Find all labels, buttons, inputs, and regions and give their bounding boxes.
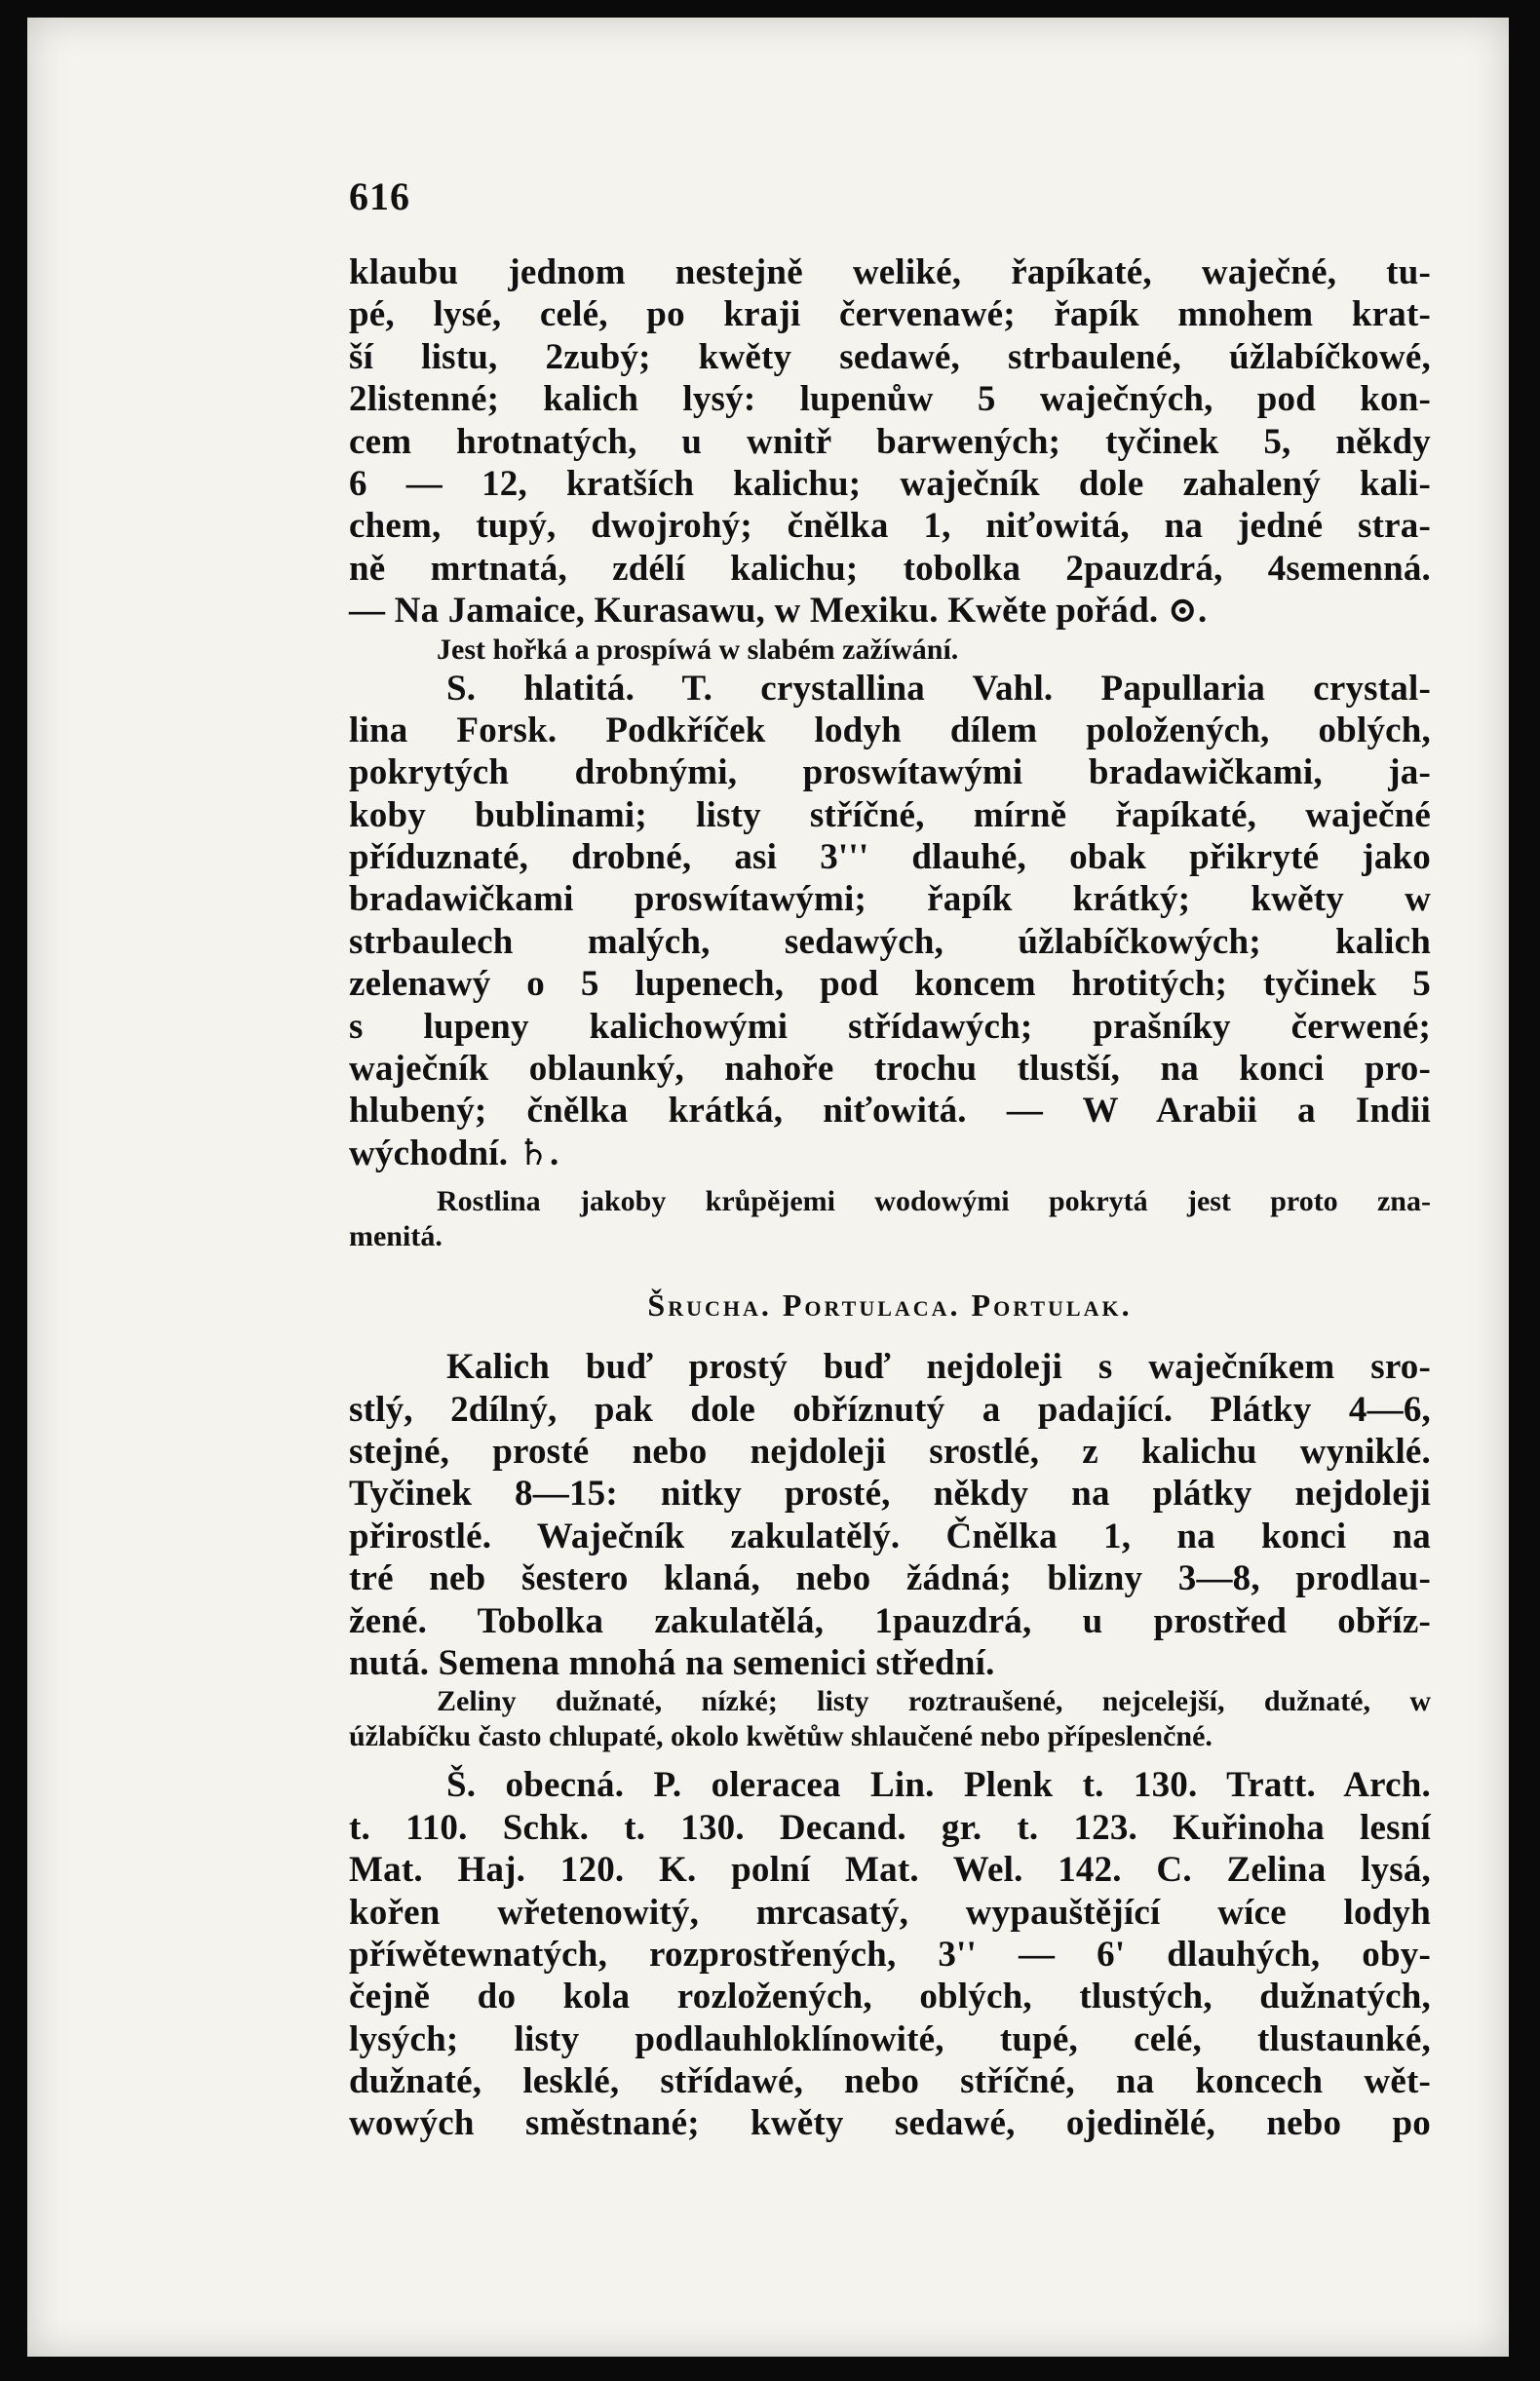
- text-line: kořen wřetenowitý, mrcasatý, wypauštějící wíce lodyh: [349, 1892, 1431, 1933]
- text-line: s lupeny kalichowými střídawých; prašníky čerwené;: [349, 1006, 1431, 1047]
- text-line: stlý, 2dílný, pak dole obříznutý a padající. Plátky 4—6,: [349, 1389, 1431, 1430]
- text-line: ší listu, 2zubý; kwěty sedawé, strbaulené, úžlabíčkowé,: [349, 336, 1431, 377]
- text-line: stejné, prosté nebo nejdoleji srostlé, z kalichu wyniklé.: [349, 1431, 1431, 1472]
- paragraph-genus-description: [349, 1346, 1431, 1684]
- text-line: dužnaté, lesklé, střídawé, nebo stříčné, na koncech wět-: [349, 2061, 1431, 2102]
- text-line: 6 — 12, kratších kalichu; waječník dole zahalený kali-: [349, 463, 1431, 504]
- text-line: lina Forsk. Podkříček lodyh dílem položených, oblých,: [349, 710, 1431, 750]
- scan-left-edge: [0, 0, 27, 2381]
- text-line: lysých; listy podlauhloklínowité, tupé, celé, tlustaunké,: [349, 2018, 1431, 2059]
- text-line: příduznaté, drobné, asi 3''' dlauhé, obak přikryté jako: [349, 837, 1431, 878]
- text-line: — Na Jamaice, Kurasawu, w Mexiku. Kwěte pořád. ⊙.: [349, 591, 1208, 632]
- paragraph-oleracea: [349, 1764, 1431, 2145]
- note-block: [349, 1184, 1431, 1254]
- text-line: t. 110. Schk. t. 130. Decand. gr. t. 123. Kuřinoha lesní: [349, 1807, 1431, 1848]
- book-page: [27, 18, 1509, 2357]
- text-line: bradawičkami proswítawými; řapík krátký; kwěty w: [349, 879, 1431, 920]
- text-line: tré neb šestero klaná, nebo žádná; blizny 3—8, prodlau-: [349, 1558, 1431, 1599]
- text-line: Tyčinek 8—15: nitky prosté, někdy na plátky nejdoleji: [349, 1474, 1431, 1515]
- text-line: zelenawý o 5 lupenech, pod koncem hrotitých; tyčinek 5: [349, 964, 1431, 1005]
- text-line: čejně do kola rozložených, oblých, tlustých, dužnatých,: [349, 1977, 1431, 2017]
- text-line: pokrytých drobnými, proswítawými bradawičkami, ja-: [349, 752, 1431, 793]
- text-line: wýchodní. ♄.: [349, 1133, 559, 1173]
- text-line: přirostlé. Waječník zakulatělý. Čnělka 1, na konci na: [349, 1516, 1431, 1556]
- genus-heading: Šrucha. Portulaca. Portulak.: [647, 1287, 1133, 1324]
- text-line: Mat. Haj. 120. K. polní Mat. Wel. 142. C. Zelina lysá,: [349, 1850, 1431, 1891]
- text-line: 2listenné; kalich lysý: lupenůw 5 waječných, pod kon-: [349, 379, 1431, 420]
- text-line: waječník oblaunký, nahoře trochu tlustší, na konci pro-: [349, 1049, 1431, 1090]
- note-line: Jest hořká a prospíwá w slabém zažíwání.: [437, 633, 959, 666]
- note-block: [349, 1684, 1431, 1754]
- note-line: úžlabíčku často chlupaté, okolo kwětůw shlaučené nebo přípeslenčné.: [349, 1720, 1213, 1753]
- text-line: strbaulech malých, sedawých, úžlabíčkowých; kalich: [349, 921, 1431, 962]
- note-line: Zeliny dužnaté, nízké; listy roztraušené, nejcelejší, dužnaté, w: [437, 1685, 1431, 1718]
- text-line: wowých směstnané; kwěty sedawé, ojedinělé, nebo po: [349, 2103, 1431, 2144]
- text-line: žené. Tobolka zakulatělá, 1pauzdrá, u prostřed obříz-: [349, 1600, 1431, 1641]
- page-number: 616: [349, 174, 410, 218]
- text-line: Š. obecná. P. oleracea Lin. Plenk t. 130. Tratt. Arch.: [446, 1765, 1431, 1806]
- note-line: menitá.: [349, 1220, 443, 1253]
- paragraph-crystallina: [349, 668, 1431, 1175]
- text-line: nutá. Semena mnohá na semenici střední.: [349, 1642, 995, 1683]
- page-body: [349, 251, 1431, 2145]
- text-line: chem, tupý, dwojrohý; čnělka 1, niťowitá, na jedné stra-: [349, 506, 1431, 547]
- text-line: koby bublinami; listy stříčné, mírně řapíkaté, waječné: [349, 794, 1431, 835]
- text-line: S. hlatitá. T. crystallina Vahl. Papullaria crystal-: [446, 668, 1431, 709]
- paragraph-continued: [349, 251, 1431, 633]
- text-line: Kalich buď prostý buď nejdoleji s waječníkem sro-: [446, 1347, 1431, 1388]
- text-line: klaubu jednom nestejně weliké, řapíkaté, waječné, tu-: [349, 252, 1431, 292]
- text-line: příwětewnatých, rozprostřených, 3'' — 6' dlauhých, oby-: [349, 1934, 1431, 1975]
- note-line: Rostlina jakoby krůpějemi wodowými pokrytá jest proto zna-: [437, 1185, 1431, 1218]
- text-line: ně mrtnatá, zdélí kalichu; tobolka 2pauzdrá, 4semenná.: [349, 548, 1431, 589]
- text-line: pé, lysé, celé, po kraji červenawé; řapík mnohem krat-: [349, 294, 1431, 335]
- text-line: hlubený; čnělka krátká, niťowitá. — W Arabii a Indii: [349, 1091, 1431, 1132]
- text-line: cem hrotnatých, u wnitř barwených; tyčinek 5, někdy: [349, 421, 1431, 462]
